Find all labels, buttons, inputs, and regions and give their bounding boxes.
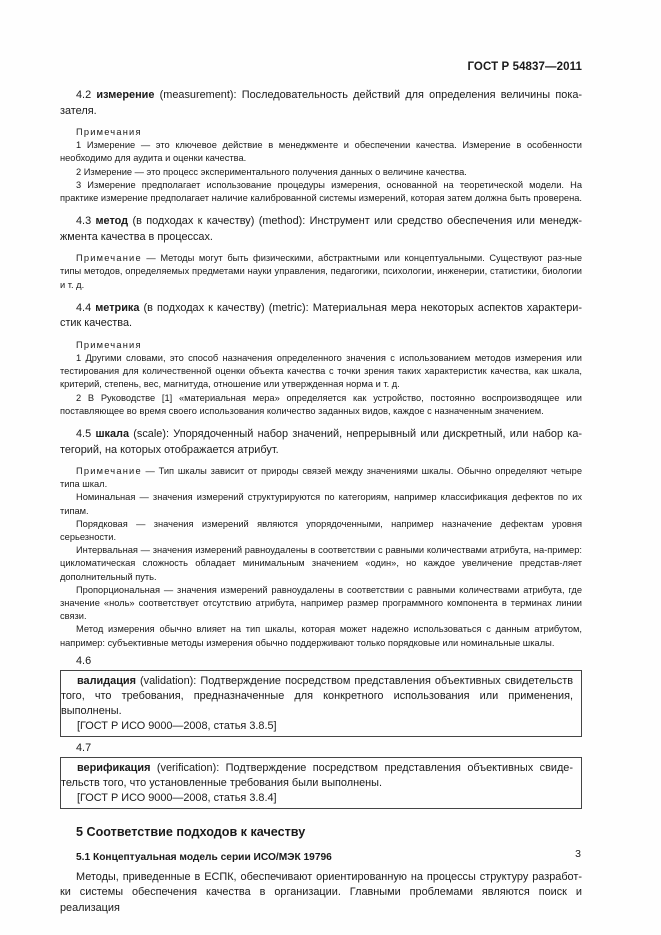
reference: [ГОСТ Р ИСО 9000—2008, статья 3.8.5] (77, 719, 277, 732)
term-number: 4.6 (76, 654, 92, 667)
note: 3 Измерение предполагает использование процедуры измерения, основанной на теоретической модели. На практике измерение предполагает наличие калиброванной системы измерений, которая затем должна быть проверена. (60, 179, 582, 204)
note-paragraph: Метод измерения обычно влияет на тип шкалы, которая может надежно использоваться с данным атрибутом, например: субъективные методы измерения обычно поддерживают только порядковые или номинальные шкалы. (60, 624, 582, 648)
term-word: верификация (77, 761, 151, 774)
term-definition: валидация (validation): Подтверждение посредством представления объективных свидетельств того, что требования, предназначенные для конкретного использования или применения, выполнены. (61, 674, 573, 717)
section-heading: 5 Соответствие подходов к качеству (76, 824, 306, 839)
term-4-5: 4.5 шкала (scale): Упорядоченный набор значений, непрерывный или дискретный, или набор ка-тегорий, на которых отображается атрибут. (60, 428, 583, 456)
reference: [ГОСТ Р ИСО 9000—2008, статья 3.8.4] (77, 791, 277, 804)
term-word: измерение (96, 89, 155, 101)
note: 1 Измерение — это ключевое действие в менеджменте и обеспечении качества. Измерение в особенности необходимо для аудита и оценки качества. (60, 140, 582, 164)
notes-title: Примечания (76, 339, 142, 350)
term-word: метрика (95, 301, 140, 314)
subsection-heading: 5.1 Концептуальная модель серии ИСО/МЭК 19796 (76, 851, 332, 863)
term-word: шкала (95, 428, 129, 441)
note-paragraph: Интервальная — значения измерений равноудалены в соответствии с равными количествами атрибута, на-пример: цикломатическая сложность обладает минимальным значением «один», но каждое увеличение представ-ляет дополнительный путь. (60, 545, 582, 582)
note-paragraph: Порядковая — значения измерений являются упорядоченными, например назначение дефектам уровня серьезности. (60, 518, 582, 543)
document-body (60, 88, 582, 916)
term-4-2: 4.2 измерение (measurement): Последовательность действий для определения величины пока-зателя. (60, 89, 583, 117)
term-box-4-6 (60, 670, 582, 737)
note: 1 Другими словами, это способ назначения определенного значения с использованием методов измерения или тестирования для количественной оценки объекта качества с точки зрения таких характеристик качества, как шкала, критерий, степень, вес, магнитуда, отношение или утвержденная норма и т. д. (60, 353, 582, 390)
note-paragraph: Номинальная — значения измерений структурируются по категориям, например классификация дефектов по их типам. (60, 492, 582, 516)
term-number: 4.7 (76, 741, 92, 754)
note: Примечание — Тип шкалы зависит от природы связей между значениями шкалы. Обычно определяют четыре типа шкал. (60, 466, 582, 490)
body-paragraph: Методы, приведенные в ЕСПК, обеспечивают ориентированную на процессы структуру разработ-ки системы обеспечения качества в организации. Главными проблемами являются поиск и реализация (60, 870, 582, 914)
term-4-4: 4.4 метрика (в подходах к качеству) (metric): Материальная мера некоторых аспектов характери-стик качества. (60, 301, 582, 330)
term-box-4-7 (60, 757, 582, 809)
standard-header: ГОСТ Р 54837—2011 (467, 61, 582, 73)
notes-title: Примечания (76, 127, 142, 137)
note: 2 Измерение — это процесс экспериментального получения данных о величине качества. (76, 166, 467, 177)
term-4-3: 4.3 метод (в подходах к качеству) (method): Инструмент или средство обеспечения или менедж-жмента качества в процессах. (60, 215, 582, 243)
note-paragraph: Пропорциональная — значения измерений равноудалены в соответствии с равными количествами атрибута, где значение «ноль» соответствует отсутствию атрибута, например размер программного компонента в терминах линии связи. (60, 584, 582, 622)
term-definition: верификация (verification): Подтверждение посредством представления объективных свиде-тельств того, что установленные требования были выполнены. (61, 761, 573, 789)
term-word: метод (95, 215, 129, 228)
note: 2 В Руководстве [1] «материальная мера» определяется как устройство, постоянно воспроизводящее или поставляющее во время своего использования количество заданных видов, каждое с назначенным значением. (60, 392, 582, 416)
note: Примечание — Методы могут быть физическими, абстрактными или концептуальными. Существуют раз-ные типы методов, определяемых предметами науки управления, педагогики, психологии, инженерии, статистики, биологии и т. д. (60, 253, 582, 290)
page-number: 3 (575, 848, 581, 860)
term-word: валидация (77, 674, 136, 687)
